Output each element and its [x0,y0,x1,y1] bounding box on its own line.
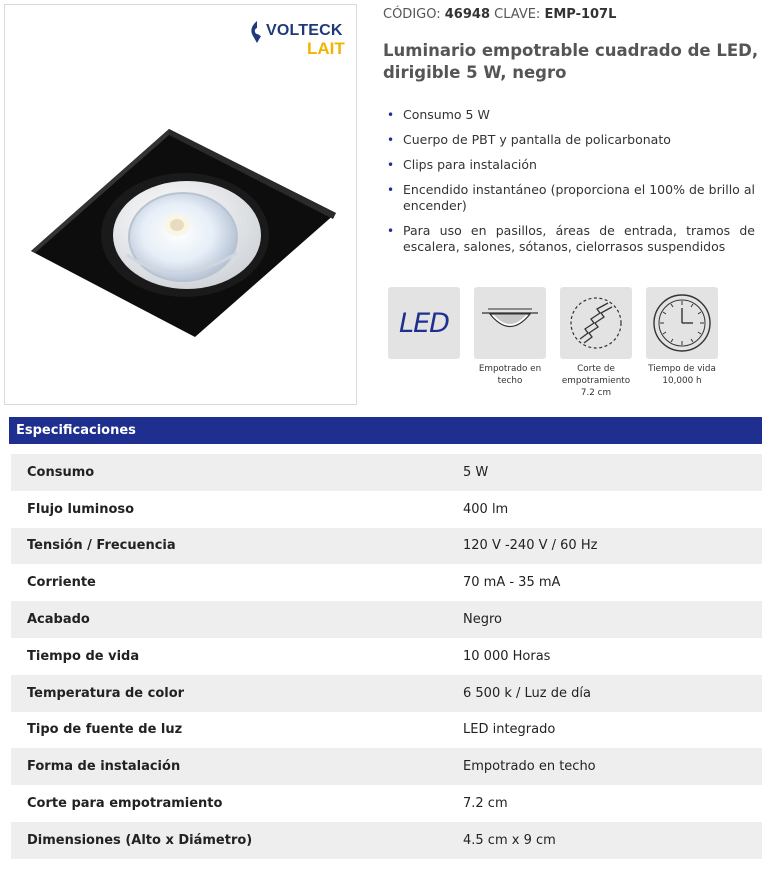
table-row [11,491,762,528]
spec-value: Empotrado en techo [463,748,762,785]
icon-label: Corte de empotramiento 7.2 cm [561,364,631,398]
table-row [11,638,762,675]
product-title: Luminario empotrable cuadrado de LED, dirigible 5 W, negro [383,41,759,82]
table-row [11,601,762,638]
clock-icon [646,287,718,359]
brand-name: VOLTECK [266,22,343,39]
feature-item: • Para uso en pasillos, áreas de entrada, tramos de escalera, salones, sótanos, cielorrasos suspendidos [387,223,755,255]
product-code: 46948 [444,7,490,22]
specs-table [11,454,762,859]
feature-item: • Encendido instantáneo (proporciona el 100% de brillo al encender) [387,182,755,214]
table-row [11,748,762,785]
spec-value: LED integrado [463,722,556,738]
led-glyph: LED [399,307,449,339]
feature-icons [387,287,727,407]
spec-label: Acabado [11,601,463,638]
icon-cell-led [387,287,461,359]
spec-label: Tiempo de vida [27,648,140,664]
spec-label: Consumo [11,454,463,491]
code-label: CÓDIGO: [383,7,441,22]
spec-label: Forma de instalación [11,748,463,785]
feature-item: • Cuerpo de PBT y pantalla de policarbonato [387,132,755,148]
brand-line: LAIT [307,39,345,58]
specs-header: Especificaciones [9,417,762,444]
key-label: CLAVE: [494,7,541,22]
spec-label: Tipo de fuente de luz [27,722,183,738]
table-row [11,785,762,822]
feature-item: • Clips para instalación [387,157,755,173]
icon-label: Empotrado en techo [478,364,542,386]
feature-item: • Consumo 5 W [387,107,755,123]
brand-logo [247,18,357,62]
spec-value: 70 mA - 35 mA [463,575,561,591]
table-row [11,712,762,749]
product-image-panel [4,4,357,405]
spec-label: Temperatura de color [11,675,463,712]
product-photo [27,125,339,339]
spec-label: Flujo luminoso [27,501,135,517]
spec-label: Dimensiones (Alto x Diámetro) [11,822,463,859]
table-row [11,454,762,491]
table-row [11,564,762,601]
spec-value: 7.2 cm [463,796,508,812]
spec-value: 4.5 cm x 9 cm [463,822,762,859]
icon-cell-cutout [559,287,633,399]
product-key: EMP-107L [544,7,617,22]
volteck-mark-icon [248,20,266,44]
cutout-icon [560,287,632,359]
table-row [11,675,762,712]
spec-value: 5 W [463,454,762,491]
spec-value: 6 500 k / Luz de día [463,675,762,712]
led-icon [388,287,460,359]
product-code-line [383,7,616,22]
spec-label: Corte para empotramiento [27,796,223,812]
icon-cell-recessed [473,287,547,387]
spec-value: Negro [463,601,762,638]
feature-list [387,107,755,264]
spec-label: Corriente [27,575,96,591]
icon-cell-clock [645,287,719,387]
spec-label: Tensión / Frecuencia [11,528,463,565]
icon-label: Tiempo de vida 10,000 h [648,364,716,386]
spec-value: 10 000 Horas [463,648,551,664]
recessed-ceiling-icon [474,287,546,359]
table-row [11,822,762,859]
spec-value: 400 lm [463,501,509,517]
table-row [11,528,762,565]
spec-value: 120 V -240 V / 60 Hz [463,528,762,565]
